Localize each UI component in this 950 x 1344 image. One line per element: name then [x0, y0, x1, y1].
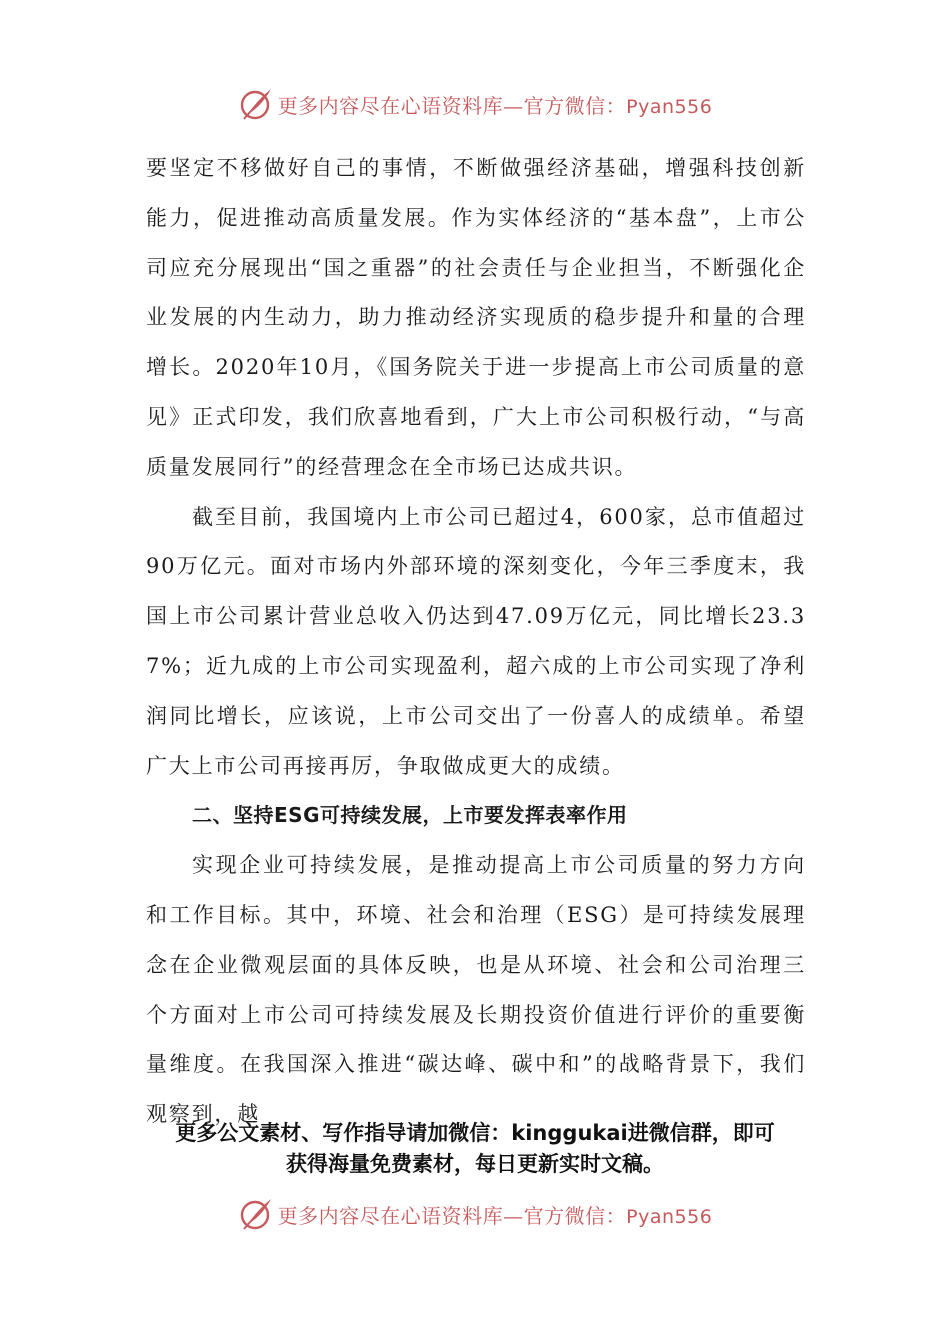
banner-text-cn: 更多内容尽在心语资料库—官方微信：	[277, 1203, 627, 1228]
footer-note-line-1: 更多公文素材、写作指导请加微信：kinggukai进微信群，即可	[175, 1121, 775, 1145]
banner-text	[278, 1200, 713, 1229]
paragraph-1: 要坚定不移做好自己的事情，不断做强经济基础，增强科技创新能力，促进推动高质量发展。作为实体经济的“基本盘”，上市公司应充分展现出“国之重器”的社会责任与企业担当，不断强化企业发展的内生动力，助力推动经济实现质的稳步提升和量的合理增长。2020年10月，《国务院关于进一步提高上市公司质量的意见》正式印发，我们欣喜地看到，广大上市公司积极行动，“与高质量发展同行”的经营理念在全市场已达成共识。	[146, 156, 806, 479]
banner-wechat-id: Pyan556	[626, 1205, 713, 1228]
footer-note-line-2: 获得海量免费素材，每日更新实时文稿。	[286, 1152, 664, 1176]
paragraph-3: 实现企业可持续发展，是推动提高上市公司质量的努力方向和工作目标。其中，环境、社会和治理（ESG）是可持续发展理念在企业微观层面的具体反映，也是从环境、社会和公司治理三个方面对上市公司可持续发展及长期投资价值进行评价的重要衡量维度。在我国深入推进“碳达峰、碳中和”的战略背景下，我们观察到，越	[146, 853, 806, 1127]
banner-text	[278, 90, 713, 119]
footer-note	[0, 1118, 950, 1180]
quill-logo-icon	[238, 86, 274, 122]
banner-text-cn: 更多内容尽在心语资料库—官方微信：	[277, 93, 627, 118]
header-banner	[0, 84, 950, 124]
quill-logo-icon	[238, 1196, 274, 1232]
banner-wechat-id: Pyan556	[626, 95, 713, 118]
section-heading: 二、坚持ESG可持续发展，上市要发挥表率作用	[192, 803, 628, 828]
footer-banner	[0, 1194, 950, 1234]
paragraph-2: 截至目前，我国境内上市公司已超过4，600家，总市值超过90万亿元。面对市场内外部环境的深刻变化，今年三季度末，我国上市公司累计营业总收入仍达到47.09万亿元，同比增长23.37%；近九成的上市公司实现盈利，超六成的上市公司实现了净利润同比增长，应该说，上市公司交出了一份喜人的成绩单。希望广大上市公司再接再厉，争取做成更大的成绩。	[146, 504, 806, 778]
document-body	[146, 144, 806, 1140]
